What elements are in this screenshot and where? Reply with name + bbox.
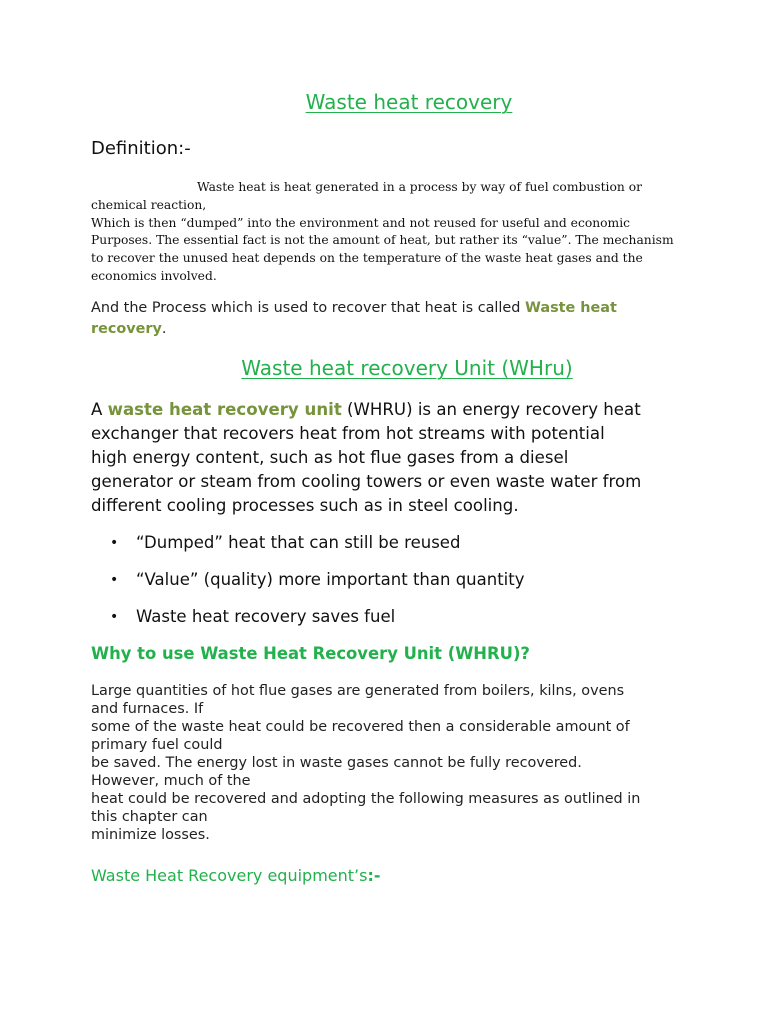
bullet-item bbox=[110, 604, 525, 641]
whru-prefix: A bbox=[91, 400, 108, 419]
definition-heading: Definition:- bbox=[91, 138, 191, 159]
why-paragraph bbox=[91, 682, 691, 844]
whru-line: different cooling processes such as in steel cooling. bbox=[91, 496, 519, 515]
equipment-heading bbox=[91, 866, 381, 885]
definition-line: Purposes. The essential fact is not the amount of heat, but rather its “value”. The mechanism bbox=[91, 233, 674, 248]
why-line: primary fuel could bbox=[91, 737, 223, 753]
definition-line: Which is then “dumped” into the environment and not reused for useful and economic bbox=[91, 215, 631, 230]
bullet-text: “Dumped” heat that can still be reused bbox=[136, 533, 461, 552]
why-line: heat could be recovered and adopting the following measures as outlined in bbox=[91, 791, 641, 807]
definition-line: Waste heat is heat generated in a process by way of fuel combustion or bbox=[197, 180, 642, 194]
bullet-text: Waste heat recovery saves fuel bbox=[136, 607, 396, 626]
definition-line: chemical reaction, bbox=[91, 197, 207, 212]
whru-paragraph bbox=[91, 398, 691, 518]
why-line: Large quantities of hot flue gases are generated from boilers, kilns, ovens bbox=[91, 683, 625, 699]
definition-line: economics involved. bbox=[91, 268, 217, 283]
why-line: minimize losses. bbox=[91, 827, 210, 843]
why-heading: Why to use Waste Heat Recovery Unit (WHRU)? bbox=[91, 644, 530, 663]
bullet-text: “Value” (quality) more important than quantity bbox=[136, 570, 525, 589]
why-line: this chapter can bbox=[91, 809, 208, 825]
why-line: be saved. The energy lost in waste gases cannot be fully recovered. bbox=[91, 755, 582, 771]
bullet-item bbox=[110, 530, 525, 567]
bullet-list bbox=[110, 530, 525, 641]
bullet-item bbox=[110, 567, 525, 604]
why-line: and furnaces. If bbox=[91, 701, 204, 717]
bullet-dot-icon: • bbox=[110, 572, 119, 588]
definition-paragraph bbox=[91, 179, 674, 286]
page-title: Waste heat recovery bbox=[305, 90, 513, 114]
section-heading-whru: Waste heat recovery Unit (WHru) bbox=[241, 356, 573, 380]
definition-line: to recover the unused heat depends on the temperature of the waste heat gases and the bbox=[91, 251, 643, 266]
whru-line: high energy content, such as hot flue gases from a diesel bbox=[91, 448, 569, 467]
whru-highlight: waste heat recovery unit bbox=[107, 400, 342, 419]
equipment-heading-colon: :- bbox=[367, 866, 381, 885]
equipment-heading-text: Waste Heat Recovery equipment’s bbox=[91, 866, 368, 885]
process-suffix: . bbox=[161, 321, 167, 337]
bullet-dot-icon: • bbox=[110, 609, 119, 625]
why-line: However, much of the bbox=[91, 773, 251, 789]
process-text: And the Process which is used to recover that heat is called bbox=[91, 300, 525, 316]
whru-line-rest: (WHRU) is an energy recovery heat bbox=[341, 400, 641, 419]
bullet-dot-icon: • bbox=[110, 535, 119, 551]
whru-line: generator or steam from cooling towers or even waste water from bbox=[91, 472, 642, 491]
whru-line bbox=[91, 398, 691, 422]
why-line: some of the waste heat could be recovered then a considerable amount of bbox=[91, 719, 630, 735]
process-paragraph bbox=[91, 298, 681, 340]
whru-line: exchanger that recovers heat from hot streams with potential bbox=[91, 424, 605, 443]
process-highlight: Waste heat recovery bbox=[91, 300, 617, 337]
